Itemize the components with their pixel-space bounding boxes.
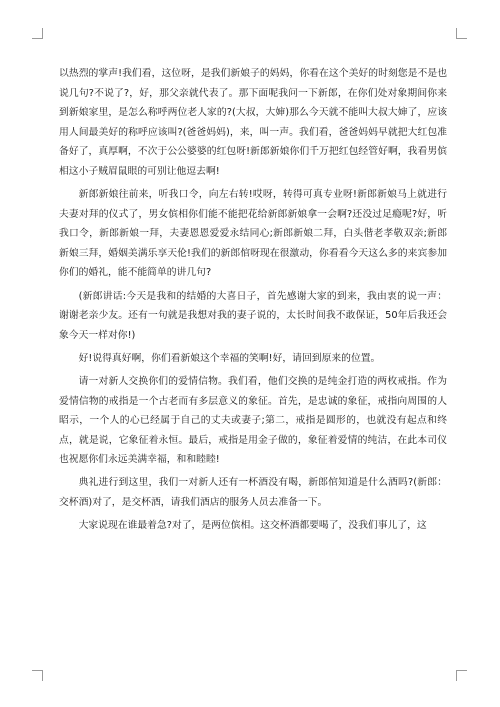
paragraph-6: 典礼进行到这里，我们一对新人还有一杯酒没有喝，新郎倌知道是什么酒吗?(新郎：交杯酒)对了，是交杯酒，请我们酒店的服务人员去准备一下。: [59, 477, 447, 508]
paragraph-2: 新郎新娘往前来，听我口令，向左右转!哎呀，转得可真专业呀!新郎新娘马上就进行夫妻对拜的仪式了，男女傧相你们能不能把花给新郎新娘拿一会啊?还没过足瘾呢?好，听我口令，新郎新娘一拜，夫妻恩恩爱爱永结同心;新郎新娘二拜，白头偕老孝敬双亲;新郎新娘三拜，婚姻美满乐享天伦!我们的新郎倌呀现在很激动，你看看今天这么多的来宾参加你们的婚礼，能不能简单的讲几句?: [59, 189, 447, 279]
paragraph-3: (新郎讲话:今天是我和的结婚的大喜日子，首先感谢大家的到来，我由衷的说一声：谢谢老亲少友。还有一句就是我想对我的妻子说的，太长时间我不敢保证，50年后我还会象今天一样对你!): [59, 290, 447, 341]
page-corner-mark-top-left: [32, 28, 43, 39]
paragraph-4: 好!说得真好啊，你们看新娘这个幸福的笑啊!好，请回到原来的位置。: [78, 352, 381, 364]
document-body: [59, 64, 447, 704]
page-corner-mark-top-right: [456, 28, 467, 39]
paragraph-1: 以热烈的掌声!我们看，这位呀，是我们新娘子的妈妈，你看在这个美好的时刻您是不是也说几句?不说了?，好，那父亲就代表了。那下面呢我问一下新郎，在你们处对象期间你来到新娘家里，是怎么称呼两位老人家的?(大叔，大婶)那么今天就不能叫大叔大婶了，应该用人间最美好的称呼应该叫?(爸爸妈妈)，来，叫一声。我们看，爸爸妈妈早就把大红包准备好了，真厚啊，不次于公公婆婆的红包呀!新郎新娘你们千万把红包经管好啊，我看男傧相这小子贼眉鼠眼的可别让他逗去啊!: [59, 68, 447, 177]
page-corner-mark-bottom-right: [456, 670, 467, 681]
paragraph-5: 请一对新人交换你们的爱情信物。我们看，他们交换的是纯金打造的两枚戒指。作为爱情信物的戒指是一个古老而有多层意义的象征。首先，是忠诚的象征，戒指向周围的人昭示，一个人的心已经属于自己的丈夫或妻子;第二，戒指是圆形的，也就没有起点和终点，就是说，它象征着永恒。最后，戒指是用金子做的，象征着爱情的纯洁，在此本司仪也祝愿你们永远美满幸福，和和睦睦!: [59, 375, 447, 466]
paragraph-7: 大家说现在谁最着急?对了，是两位傧相。这交杯酒都要喝了，没我们事儿了，这: [78, 520, 427, 532]
page-corner-mark-bottom-left: [32, 670, 43, 681]
